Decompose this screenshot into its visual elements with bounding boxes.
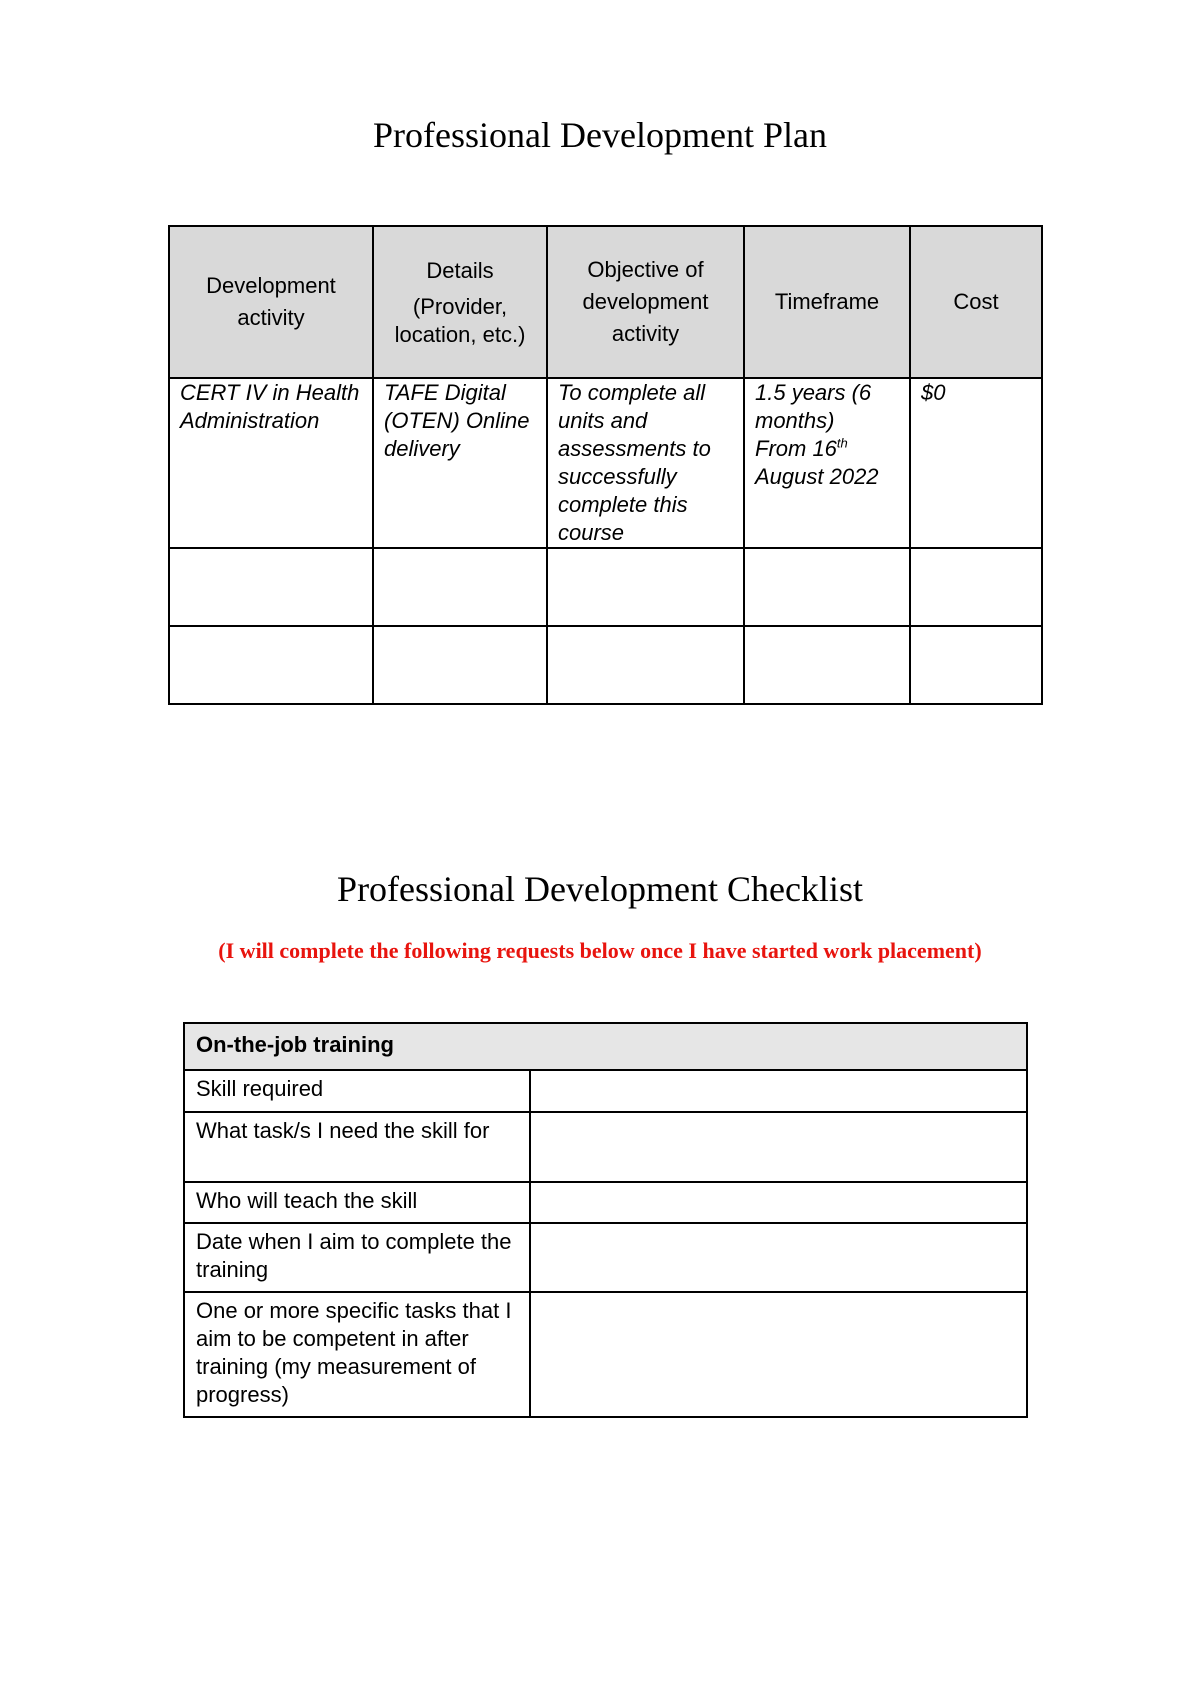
checklist-value[interactable] <box>530 1112 1027 1182</box>
checklist-row <box>184 1112 1027 1182</box>
timeframe-ordinal: th <box>836 435 848 451</box>
checklist-label: Skill required <box>184 1070 530 1112</box>
checklist-row <box>184 1223 1027 1292</box>
cell-timeframe[interactable] <box>744 378 910 548</box>
timeframe-duration: 1.5 years (6 months) <box>755 380 872 433</box>
cell-activity[interactable]: CERT IV in Health Administration <box>169 378 373 548</box>
timeframe-from: From 16 <box>755 436 837 461</box>
plan-row <box>169 378 1042 548</box>
checklist-label: Who will teach the skill <box>184 1182 530 1223</box>
checklist-label: What task/s I need the skill for <box>184 1112 530 1182</box>
checklist-header-row <box>184 1023 1027 1070</box>
plan-row-empty <box>169 626 1042 704</box>
header-details <box>373 226 547 378</box>
checklist-title: Professional Development Checklist <box>337 869 863 909</box>
checklist-value[interactable] <box>530 1070 1027 1112</box>
development-plan-table <box>168 225 1043 705</box>
header-timeframe: Timeframe <box>744 226 910 378</box>
checklist-value[interactable] <box>530 1182 1027 1223</box>
header-cost: Cost <box>910 226 1042 378</box>
plan-row-empty <box>169 548 1042 626</box>
cell-objective[interactable]: To complete all units and assessments to successfully complete this course <box>547 378 744 548</box>
empty-cell[interactable] <box>373 626 547 704</box>
header-details-label: Details <box>426 258 494 283</box>
empty-cell[interactable] <box>910 548 1042 626</box>
cell-cost[interactable]: $0 <box>910 378 1042 548</box>
checklist-label: One or more specific tasks that I aim to be competent in after training (my measurement of progress) <box>184 1292 530 1417</box>
cell-details[interactable]: TAFE Digital (OTEN) Online delivery <box>373 378 547 548</box>
checklist-value[interactable] <box>530 1292 1027 1417</box>
checklist-row <box>184 1070 1027 1112</box>
empty-cell[interactable] <box>169 626 373 704</box>
checklist-table <box>183 1022 1028 1418</box>
empty-cell[interactable] <box>547 548 744 626</box>
empty-cell[interactable] <box>744 548 910 626</box>
checklist-row <box>184 1292 1027 1417</box>
checklist-value[interactable] <box>530 1223 1027 1292</box>
timeframe-date: August 2022 <box>755 464 879 489</box>
header-details-sub: (Provider, location, etc.) <box>394 294 526 347</box>
checklist-row <box>184 1182 1027 1223</box>
checklist-note: (I will complete the following requests below once I have started work placement) <box>218 938 982 963</box>
empty-cell[interactable] <box>547 626 744 704</box>
header-objective: Objective of development activity <box>547 226 744 378</box>
plan-header-row <box>169 226 1042 378</box>
plan-title: Professional Development Plan <box>373 115 827 155</box>
empty-cell[interactable] <box>744 626 910 704</box>
checklist-label: Date when I aim to complete the training <box>184 1223 530 1292</box>
section-header: On-the-job training <box>184 1023 1027 1070</box>
empty-cell[interactable] <box>169 548 373 626</box>
empty-cell[interactable] <box>373 548 547 626</box>
header-development-activity: Development activity <box>169 226 373 378</box>
empty-cell[interactable] <box>910 626 1042 704</box>
